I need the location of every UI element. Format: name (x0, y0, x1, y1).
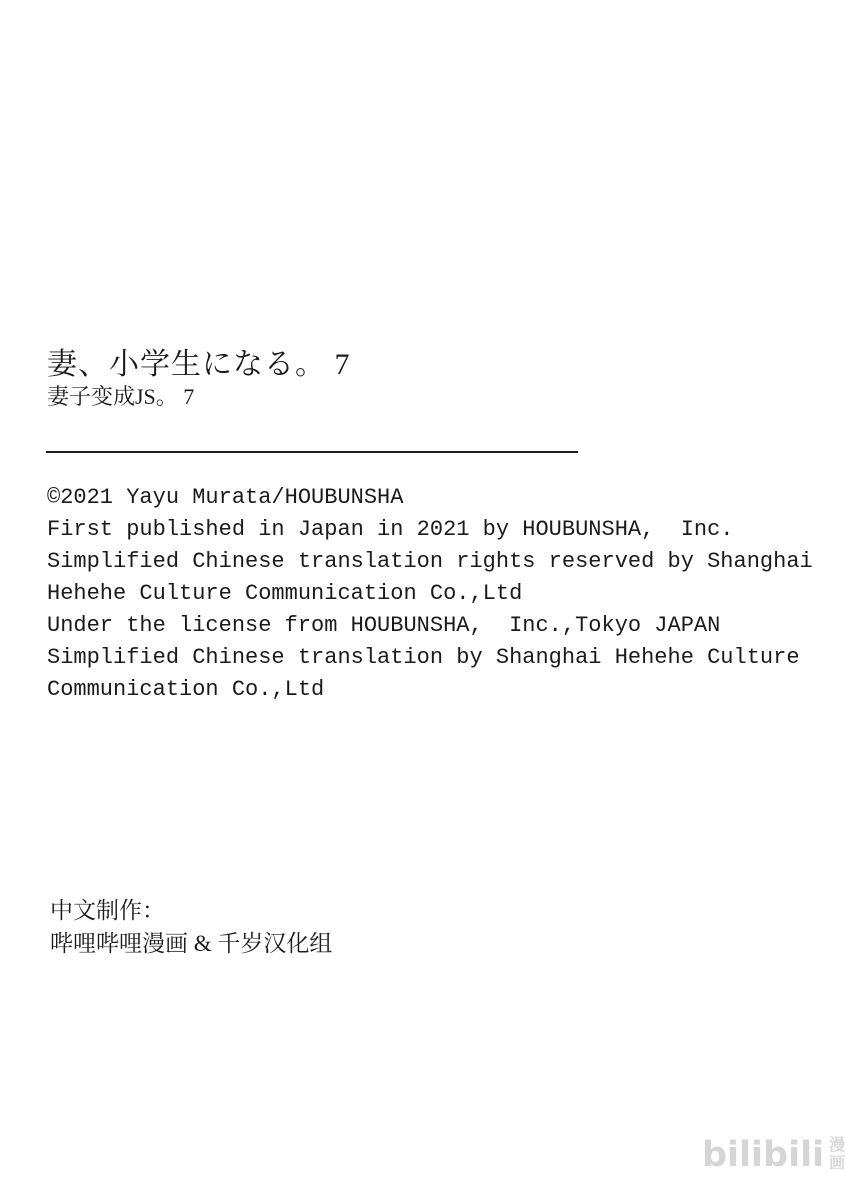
license-block (47, 482, 837, 706)
manga-label (829, 1137, 845, 1173)
bilibili-logo: bilibili (702, 1135, 825, 1175)
credits-heading: 中文制作： (50, 898, 165, 923)
license-line: First published in Japan in 2021 by HOUBUNSHA, Inc. (47, 517, 734, 542)
license-line: Simplified Chinese translation by Shanghai Hehehe Culture (47, 645, 800, 670)
credits-groups: 哔哩哔哩漫画 & 千岁汉化组 (50, 931, 333, 956)
manga-label-top: 漫 (829, 1137, 846, 1154)
credits-block (50, 894, 332, 960)
bilibili-manga-watermark (702, 1130, 845, 1180)
license-line: Communication Co.,Ltd (47, 677, 325, 702)
license-line: Hehehe Culture Communication Co.,Ltd (47, 581, 523, 606)
license-line: Simplified Chinese translation rights reserved by Shanghai (47, 549, 813, 574)
license-copyright-line: ©2021 Yayu Murata/HOUBUNSHA (47, 485, 404, 510)
manga-label-bottom: 画 (829, 1155, 846, 1172)
title-block (47, 346, 351, 410)
license-line: Under the license from HOUBUNSHA, Inc.,Tokyo JAPAN (47, 613, 721, 638)
title-chinese: 妻子变成JS。 7 (47, 384, 195, 409)
title-japanese: 妻、小学生になる。 7 (47, 348, 351, 381)
divider-line (46, 451, 578, 453)
